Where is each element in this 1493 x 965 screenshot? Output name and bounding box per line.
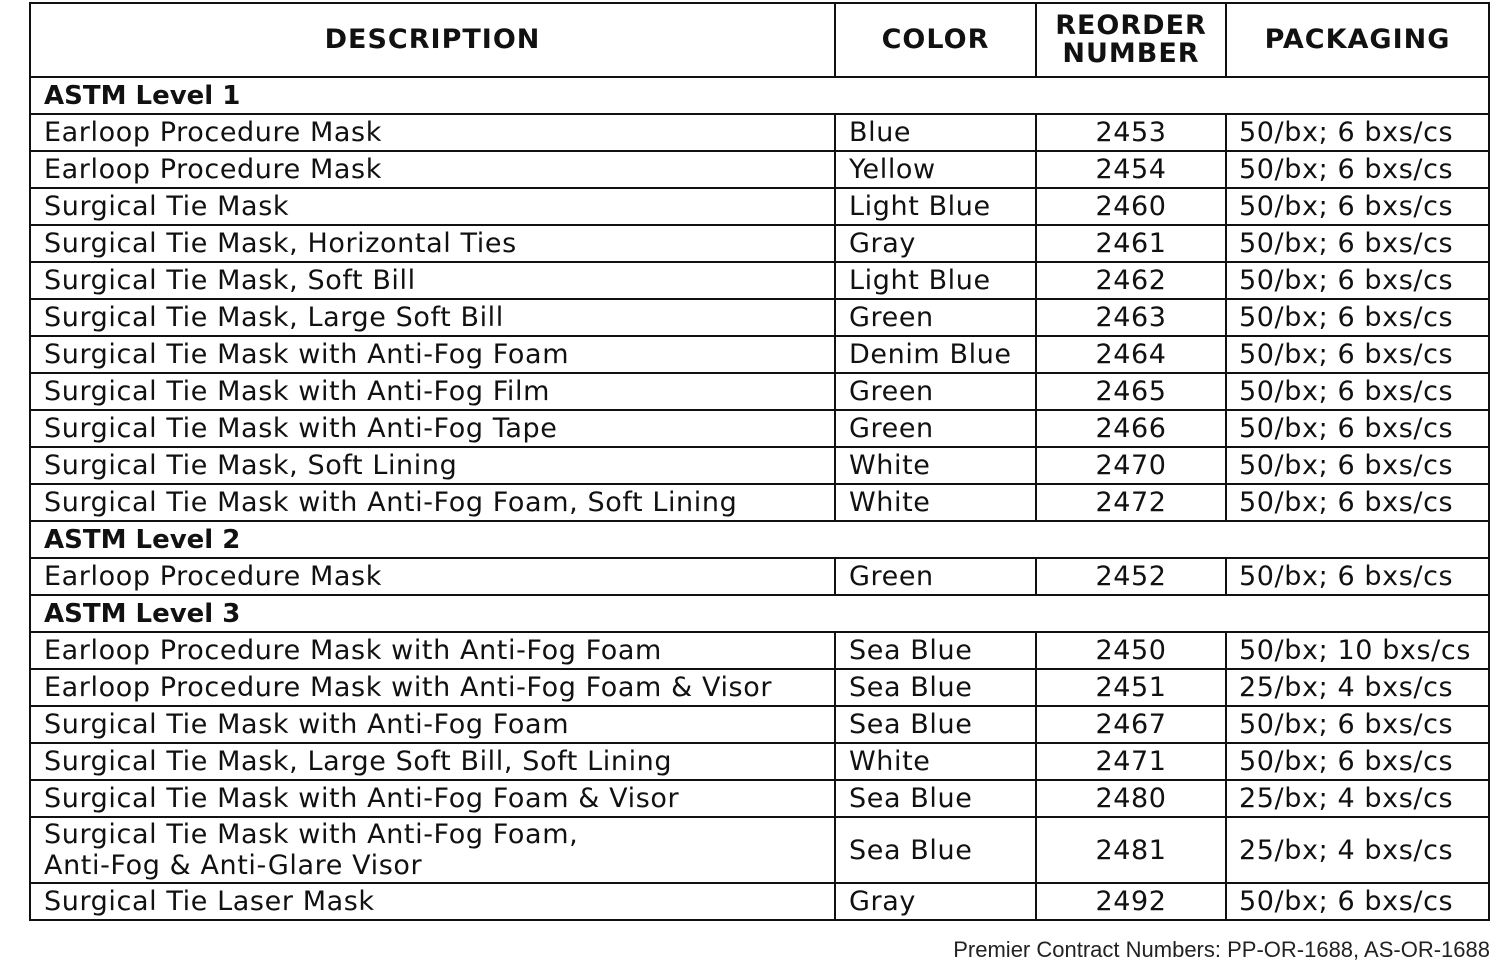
table-row — [30, 114, 1489, 151]
section-header-row — [30, 77, 1489, 114]
cell-reorder-number: 2460 — [1036, 188, 1226, 225]
cell-description — [30, 410, 835, 447]
cell-description — [30, 669, 835, 706]
cell-reorder-number: 2452 — [1036, 558, 1226, 595]
cell-packaging: 50/bx; 6 bxs/cs — [1226, 373, 1489, 410]
description-line: Surgical Tie Mask, Horizontal Ties — [44, 228, 517, 259]
description-line: Surgical Tie Mask, Large Soft Bill — [44, 302, 504, 333]
cell-color: Sea Blue — [835, 669, 1036, 706]
cell-packaging: 50/bx; 6 bxs/cs — [1226, 484, 1489, 521]
description-line: Anti-Fog & Anti-Glare Visor — [44, 850, 423, 881]
cell-packaging: 50/bx; 6 bxs/cs — [1226, 262, 1489, 299]
cell-reorder-number: 2454 — [1036, 151, 1226, 188]
table-row — [30, 883, 1489, 920]
table-body — [30, 77, 1489, 920]
cell-description — [30, 225, 835, 262]
table-row — [30, 484, 1489, 521]
cell-reorder-number: 2470 — [1036, 447, 1226, 484]
description-line: Surgical Tie Mask with Anti-Fog Foam, Soft Lining — [44, 487, 738, 518]
cell-description — [30, 447, 835, 484]
description-line: Surgical Tie Mask with Anti-Fog Foam, — [44, 819, 579, 850]
cell-packaging: 50/bx; 6 bxs/cs — [1226, 225, 1489, 262]
description-line: Surgical Tie Mask with Anti-Fog Foam — [44, 339, 570, 370]
cell-reorder-number: 2480 — [1036, 780, 1226, 817]
product-table — [29, 2, 1490, 921]
cell-reorder-number: 2450 — [1036, 632, 1226, 669]
cell-description — [30, 883, 835, 920]
cell-reorder-number: 2465 — [1036, 373, 1226, 410]
description-line: Surgical Tie Mask with Anti-Fog Foam — [44, 709, 570, 740]
cell-color: Yellow — [835, 151, 1036, 188]
contract-numbers-note: Premier Contract Numbers: PP-OR-1688, AS-OR-1688 — [953, 937, 1490, 962]
table-row — [30, 336, 1489, 373]
cell-description — [30, 706, 835, 743]
cell-description — [30, 743, 835, 780]
cell-color: White — [835, 743, 1036, 780]
cell-color: Sea Blue — [835, 632, 1036, 669]
table-row — [30, 373, 1489, 410]
description-line: Surgical Tie Mask with Anti-Fog Tape — [44, 413, 558, 444]
table-row — [30, 817, 1489, 883]
cell-packaging: 50/bx; 6 bxs/cs — [1226, 883, 1489, 920]
cell-reorder-number: 2492 — [1036, 883, 1226, 920]
cell-description — [30, 299, 835, 336]
table-row — [30, 743, 1489, 780]
table-row — [30, 188, 1489, 225]
cell-packaging: 50/bx; 6 bxs/cs — [1226, 410, 1489, 447]
cell-color: Light Blue — [835, 188, 1036, 225]
section-title: ASTM Level 3 — [30, 595, 1489, 632]
cell-packaging: 50/bx; 6 bxs/cs — [1226, 558, 1489, 595]
cell-packaging: 50/bx; 6 bxs/cs — [1226, 447, 1489, 484]
table-row — [30, 669, 1489, 706]
header-reorder-number — [1036, 3, 1226, 77]
description-line: Earloop Procedure Mask — [44, 117, 382, 148]
cell-description — [30, 188, 835, 225]
cell-packaging: 50/bx; 6 bxs/cs — [1226, 706, 1489, 743]
cell-packaging: 25/bx; 4 bxs/cs — [1226, 817, 1489, 883]
cell-color: Gray — [835, 883, 1036, 920]
section-header-row — [30, 521, 1489, 558]
cell-reorder-number: 2472 — [1036, 484, 1226, 521]
description-line: Surgical Tie Mask with Anti-Fog Foam & Visor — [44, 783, 680, 814]
description-line: Earloop Procedure Mask — [44, 561, 382, 592]
description-line: Earloop Procedure Mask with Anti-Fog Foam — [44, 635, 662, 666]
header-row — [30, 3, 1489, 77]
cell-description — [30, 484, 835, 521]
cell-description — [30, 817, 835, 883]
cell-color: Green — [835, 558, 1036, 595]
table-row — [30, 706, 1489, 743]
description-line: Surgical Tie Laser Mask — [44, 886, 375, 917]
cell-reorder-number: 2464 — [1036, 336, 1226, 373]
header-reorder-line2: NUMBER — [1062, 38, 1200, 69]
cell-description — [30, 262, 835, 299]
table-row — [30, 151, 1489, 188]
cell-description — [30, 373, 835, 410]
description-line: Surgical Tie Mask, Soft Lining — [44, 450, 458, 481]
cell-reorder-number: 2467 — [1036, 706, 1226, 743]
cell-reorder-number: 2461 — [1036, 225, 1226, 262]
cell-reorder-number: 2463 — [1036, 299, 1226, 336]
table-row — [30, 558, 1489, 595]
cell-packaging: 50/bx; 6 bxs/cs — [1226, 743, 1489, 780]
header-reorder-line1: REORDER — [1055, 10, 1207, 41]
cell-color: White — [835, 484, 1036, 521]
cell-packaging: 50/bx; 6 bxs/cs — [1226, 114, 1489, 151]
cell-description — [30, 336, 835, 373]
cell-description — [30, 151, 835, 188]
description-line: Earloop Procedure Mask — [44, 154, 382, 185]
cell-packaging: 50/bx; 6 bxs/cs — [1226, 188, 1489, 225]
description-line: Earloop Procedure Mask with Anti-Fog Foam & Visor — [44, 672, 773, 703]
cell-packaging: 50/bx; 10 bxs/cs — [1226, 632, 1489, 669]
product-table-container — [29, 2, 1488, 921]
table-row — [30, 299, 1489, 336]
cell-description — [30, 558, 835, 595]
cell-packaging: 50/bx; 6 bxs/cs — [1226, 336, 1489, 373]
description-line: Surgical Tie Mask, Large Soft Bill, Soft Lining — [44, 746, 673, 777]
cell-packaging: 25/bx; 4 bxs/cs — [1226, 780, 1489, 817]
table-row — [30, 410, 1489, 447]
cell-description — [30, 632, 835, 669]
cell-color: White — [835, 447, 1036, 484]
description-line: Surgical Tie Mask with Anti-Fog Film — [44, 376, 551, 407]
cell-reorder-number: 2453 — [1036, 114, 1226, 151]
cell-color: Sea Blue — [835, 780, 1036, 817]
description-line: Surgical Tie Mask, Soft Bill — [44, 265, 416, 296]
cell-color: Light Blue — [835, 262, 1036, 299]
header-color: COLOR — [835, 3, 1036, 77]
table-row — [30, 447, 1489, 484]
header-packaging: PACKAGING — [1226, 3, 1489, 77]
cell-packaging: 50/bx; 6 bxs/cs — [1226, 151, 1489, 188]
table-row — [30, 262, 1489, 299]
cell-packaging: 25/bx; 4 bxs/cs — [1226, 669, 1489, 706]
cell-color: Blue — [835, 114, 1036, 151]
cell-color: Gray — [835, 225, 1036, 262]
cell-description — [30, 780, 835, 817]
section-title: ASTM Level 2 — [30, 521, 1489, 558]
section-header-row — [30, 595, 1489, 632]
cell-color: Green — [835, 373, 1036, 410]
cell-packaging: 50/bx; 6 bxs/cs — [1226, 299, 1489, 336]
cell-reorder-number: 2471 — [1036, 743, 1226, 780]
cell-color: Green — [835, 299, 1036, 336]
table-row — [30, 632, 1489, 669]
cell-color: Green — [835, 410, 1036, 447]
cell-color: Denim Blue — [835, 336, 1036, 373]
table-row — [30, 780, 1489, 817]
cell-color: Sea Blue — [835, 817, 1036, 883]
cell-color: Sea Blue — [835, 706, 1036, 743]
table-header — [30, 3, 1489, 77]
table-row — [30, 225, 1489, 262]
cell-reorder-number: 2462 — [1036, 262, 1226, 299]
description-line: Surgical Tie Mask — [44, 191, 290, 222]
cell-reorder-number: 2481 — [1036, 817, 1226, 883]
cell-reorder-number: 2451 — [1036, 669, 1226, 706]
cell-description — [30, 114, 835, 151]
section-title: ASTM Level 1 — [30, 77, 1489, 114]
cell-reorder-number: 2466 — [1036, 410, 1226, 447]
header-description: DESCRIPTION — [30, 3, 835, 77]
